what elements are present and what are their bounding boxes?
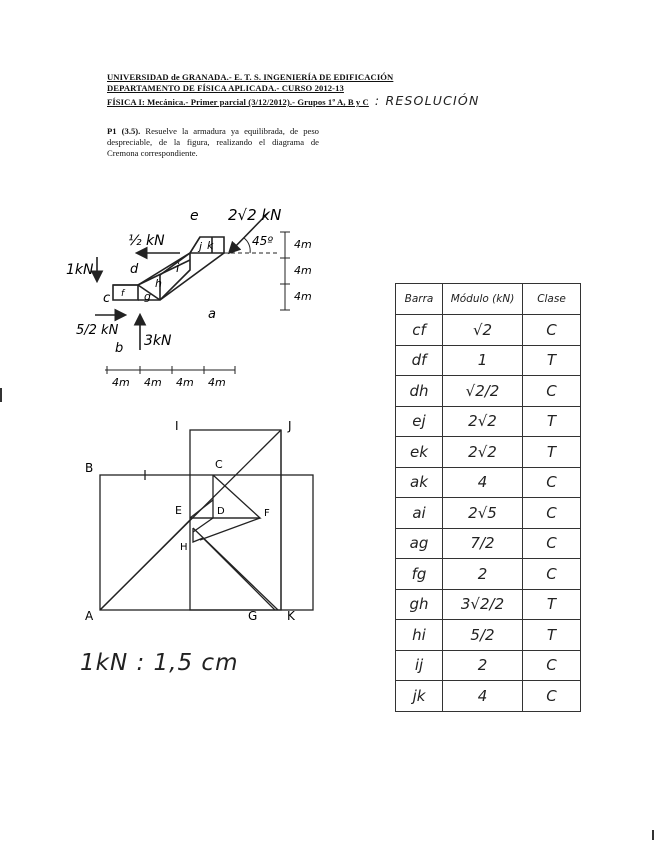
dim-v-1: 4m: [294, 238, 312, 251]
cremona-label-K: K: [287, 609, 295, 620]
bar-cell: jk: [396, 681, 443, 712]
modulus-cell: 1: [443, 345, 523, 376]
header-class: Clase: [523, 284, 581, 315]
modulus-cell: 5/2: [443, 620, 523, 651]
force-bottom-label: 3kN: [144, 333, 172, 349]
dim-h-2: 4m: [144, 376, 162, 389]
cremona-label-D: D: [217, 506, 225, 517]
dim-h-4: 4m: [208, 376, 226, 389]
class-cell: T: [523, 437, 581, 468]
force-bottom-left-label: 5/2 kN: [76, 323, 119, 338]
dim-v-2: 4m: [294, 264, 312, 277]
table-row: [396, 437, 581, 468]
region-label-d: d: [130, 262, 139, 277]
modulus-cell: 2: [443, 650, 523, 681]
bar-cell: ai: [396, 498, 443, 529]
modulus-cell: 4: [443, 467, 523, 498]
table-row: [396, 315, 581, 346]
region-label-e: e: [190, 208, 199, 224]
table-row: [396, 406, 581, 437]
results-table-wrap: [395, 283, 581, 712]
dim-v-3: 4m: [294, 290, 312, 303]
table-row: [396, 345, 581, 376]
resolution-label: : RESOLUCIÓN: [374, 93, 480, 108]
modulus-cell: 2√2: [443, 437, 523, 468]
class-cell: T: [523, 620, 581, 651]
scan-mark: [652, 830, 654, 840]
region-label-f: f: [121, 289, 125, 299]
force-left-label: 1kN: [66, 262, 94, 278]
table-row: [396, 559, 581, 590]
class-cell: C: [523, 528, 581, 559]
modulus-cell: 4: [443, 681, 523, 712]
cremona-label-B: B: [85, 461, 94, 475]
region-label-g: g: [144, 290, 151, 303]
region-label-i: i: [176, 261, 180, 275]
force-half-label: ½ kN: [128, 233, 165, 249]
results-table: [395, 283, 581, 712]
problem-text: Resuelve la armadura ya equilibrada, de peso despreciable, de la figura, realizando el diagrama de Cremona correspondiente.: [107, 126, 319, 158]
cremona-label-A: A: [85, 609, 94, 620]
table-row: [396, 498, 581, 529]
cremona-label-G: G: [248, 609, 258, 620]
problem-points: (3.5).: [121, 126, 141, 136]
class-cell: C: [523, 498, 581, 529]
table-row: [396, 376, 581, 407]
table-row: [396, 681, 581, 712]
bar-cell: ij: [396, 650, 443, 681]
region-label-k: k: [207, 239, 214, 252]
cremona-diagram: [0, 410, 330, 620]
cremona-label-J: J: [288, 419, 292, 433]
problem-label: P1: [107, 126, 117, 136]
bar-cell: dh: [396, 376, 443, 407]
bar-cell: cf: [396, 315, 443, 346]
class-cell: C: [523, 315, 581, 346]
region-label-c: c: [103, 291, 111, 306]
table-header-row: [396, 284, 581, 315]
region-label-h: h: [155, 277, 162, 290]
bar-cell: gh: [396, 589, 443, 620]
university-line: UNIVERSIDAD de GRANADA.- E. T. S. INGENIERÍA DE EDIFICACIÓN: [107, 72, 394, 82]
table-row: [396, 589, 581, 620]
modulus-cell: √2: [443, 315, 523, 346]
department-line: DEPARTAMENTO DE FÍSICA APLICADA.- CURSO 2012-13: [107, 82, 344, 93]
bar-cell: ak: [396, 467, 443, 498]
angle-label: 45º: [252, 234, 273, 248]
modulus-cell: 7/2: [443, 528, 523, 559]
table-row: [396, 650, 581, 681]
class-cell: C: [523, 681, 581, 712]
modulus-cell: 2√5: [443, 498, 523, 529]
bar-cell: ek: [396, 437, 443, 468]
modulus-cell: √2/2: [443, 376, 523, 407]
dim-h-3: 4m: [176, 376, 194, 389]
cremona-label-E: E: [175, 504, 182, 517]
table-row: [396, 528, 581, 559]
class-cell: T: [523, 406, 581, 437]
class-cell: C: [523, 376, 581, 407]
header-modulus: Módulo (kN): [443, 284, 523, 315]
force-top-right-label: 2√2 kN: [228, 206, 282, 224]
region-label-j: j: [199, 240, 203, 253]
table-row: [396, 467, 581, 498]
region-label-a: a: [208, 307, 216, 322]
dim-h-1: 4m: [112, 376, 130, 389]
class-cell: T: [523, 589, 581, 620]
class-cell: C: [523, 650, 581, 681]
modulus-cell: 2: [443, 559, 523, 590]
modulus-cell: 2√2: [443, 406, 523, 437]
bar-cell: ag: [396, 528, 443, 559]
region-label-b: b: [115, 341, 124, 356]
cremona-label-H: H: [180, 542, 188, 553]
scan-mark: [0, 388, 2, 402]
bar-cell: df: [396, 345, 443, 376]
class-cell: C: [523, 467, 581, 498]
bar-cell: fg: [396, 559, 443, 590]
bar-cell: ej: [396, 406, 443, 437]
course-line: FÍSICA I: Mecánica.- Primer parcial (3/12/2012).- Grupos 1º A, B y C: [107, 97, 369, 107]
scale-note: 1kN : 1,5 cm: [80, 650, 239, 676]
cremona-label-C: C: [215, 458, 223, 471]
modulus-cell: 3√2/2: [443, 589, 523, 620]
class-cell: C: [523, 559, 581, 590]
bar-cell: hi: [396, 620, 443, 651]
class-cell: T: [523, 345, 581, 376]
table-row: [396, 620, 581, 651]
cremona-label-I: I: [175, 419, 179, 433]
cremona-label-F: F: [264, 508, 270, 519]
header-bar: Barra: [396, 284, 443, 315]
